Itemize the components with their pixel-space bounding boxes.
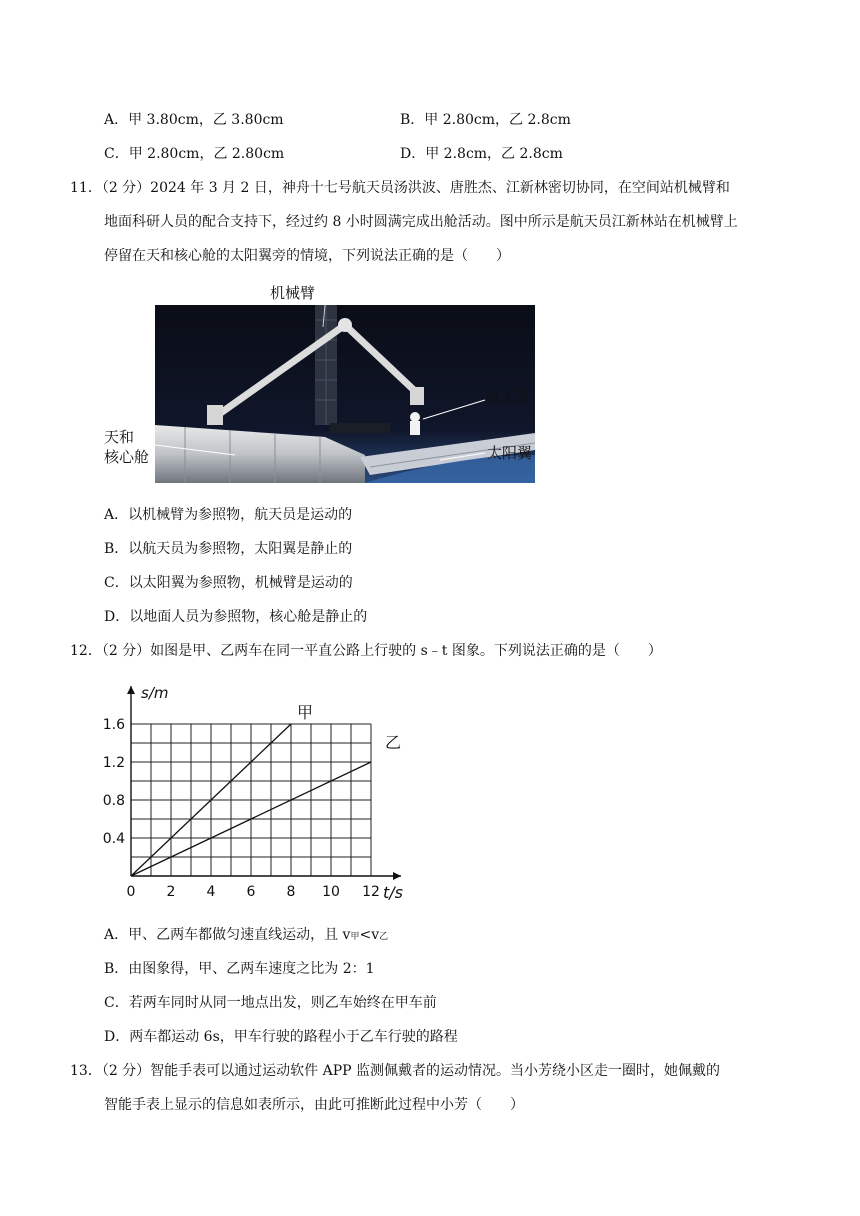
space-station-figure: [155, 305, 535, 483]
label-robotic-arm: 机械臂: [270, 284, 316, 302]
chart-series: [131, 703, 401, 876]
series-label-jia: 甲: [297, 703, 314, 722]
q12-stem: 12．（2 分）如图是甲、乙两车在同一平直公路上行驶的 s﹣t 图象。下列说法正确的是（ ）: [70, 643, 662, 659]
q10-option-c: C．甲 2.80cm，乙 2.80cm: [104, 146, 285, 162]
label-core-module-line1: 天和: [104, 428, 135, 446]
x-tick-label: 2: [166, 884, 176, 900]
q12-option-a-sub-jia: 甲: [350, 932, 360, 942]
y-axis-label: s/m: [141, 684, 169, 702]
q11-option-d: D．以地面人员为参照物，核心舱是静止的: [104, 609, 368, 625]
q13-stem-line2: 智能手表上显示的信息如表所示，由此可推断此过程中小芳（ ）: [104, 1097, 524, 1113]
x-tick-label: 4: [206, 884, 216, 900]
label-core-module-line2: 核心舱: [104, 448, 150, 466]
x-tick-label: 10: [322, 884, 340, 900]
q12-option-a: [104, 925, 388, 947]
q11-option-a: A．以机械臂为参照物，航天员是运动的: [104, 507, 353, 523]
x-tick-label: 8: [286, 884, 296, 900]
q12-option-d: D．两车都运动 6s，甲车行驶的路程小于乙车行驶的路程: [104, 1029, 458, 1045]
q11-option-b: B．以航天员为参照物，太阳翼是静止的: [104, 541, 353, 557]
q10-option-d: D．甲 2.8cm，乙 2.8cm: [400, 146, 563, 162]
q10-option-b: B．甲 2.80cm，乙 2.8cm: [400, 112, 571, 128]
y-tick-label: 1.2: [102, 755, 125, 771]
x-tick-label: 6: [246, 884, 256, 900]
q10-option-a: A．甲 3.80cm，乙 3.80cm: [104, 112, 284, 128]
series-label-yi: 乙: [385, 733, 402, 752]
y-tick-label: 0.8: [102, 793, 125, 809]
chart-grid: [131, 724, 371, 876]
q11-stem-line3: 停留在天和核心舱的太阳翼旁的情境，下列说法正确的是（ ）: [104, 248, 510, 264]
q11-stem-line1: 11．（2 分）2024 年 3 月 2 日，神舟十七号航天员汤洪波、唐胜杰、江新林密切协同，在空间站机械臂和: [70, 180, 730, 196]
label-astronaut: 航天员: [485, 388, 531, 406]
q12-option-a-text: A．甲、乙两车都做匀速直线运动，且 v: [104, 927, 351, 943]
st-graph: [100, 676, 403, 904]
label-solar-wing: 太阳翼: [487, 444, 533, 462]
x-axis-arrow: [393, 872, 401, 880]
x-tick-label: 0: [126, 884, 136, 900]
chart-ticks: [103, 717, 380, 900]
q12-option-c: C．若两车同时从同一地点出发，则乙车始终在甲车前: [104, 995, 437, 1011]
y-axis-arrow: [127, 686, 135, 694]
x-tick-label: 12: [362, 884, 380, 900]
q11-option-c: C．以太阳翼为参照物，机械臂是运动的: [104, 575, 353, 591]
q13-stem-line1: 13．（2 分）智能手表可以通过运动软件 APP 监测佩戴者的运动情况。当小芳绕小区走一圈时，她佩戴的: [70, 1063, 721, 1079]
q12-option-a-sub-yi: 乙: [379, 932, 389, 942]
x-axis-label: t/s: [383, 883, 403, 902]
q11-stem-line2: 地面科研人员的配合支持下，经过约 8 小时圆满完成出舱活动。图中所示是航天员江新林站在机械臂上: [104, 214, 738, 230]
chart-axes: [127, 686, 401, 880]
q12-option-b: B．由图象得，甲、乙两车速度之比为 2：1: [104, 961, 375, 977]
y-tick-label: 0.4: [102, 831, 125, 847]
q12-option-a-mid: <v: [359, 927, 380, 943]
y-tick-label: 1.6: [102, 717, 125, 733]
